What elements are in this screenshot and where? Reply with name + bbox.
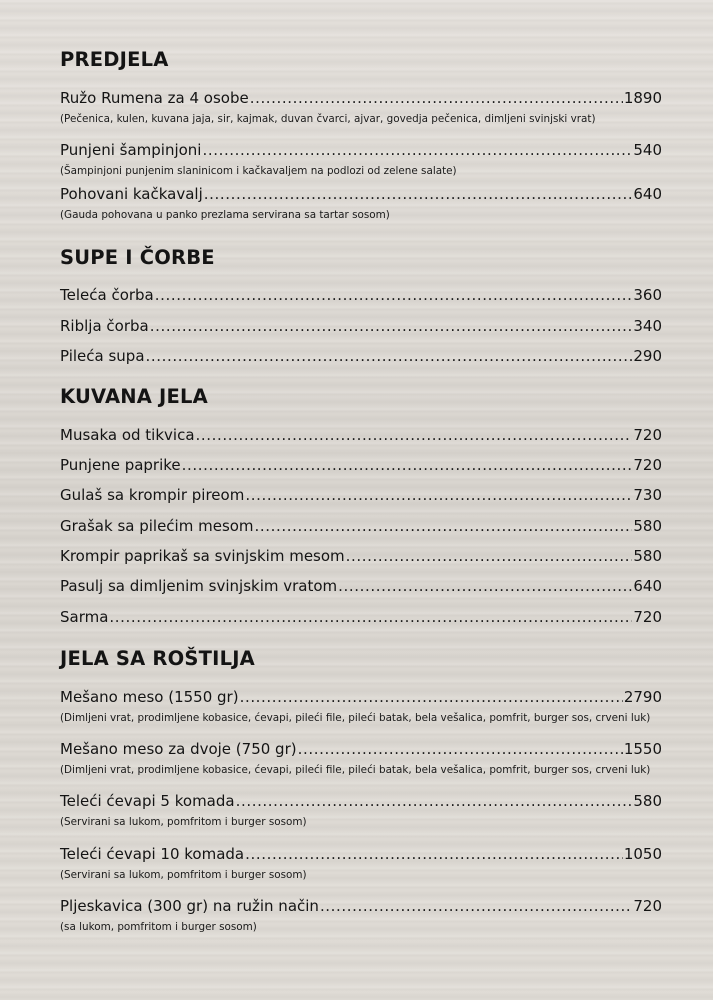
dot-leader <box>109 608 632 626</box>
item-name: Sarma <box>60 608 109 626</box>
item-name: Teleći ćevapi 5 komada <box>60 792 235 810</box>
item-name: Pasulj sa dimljenim svinjskim vratom <box>60 577 338 595</box>
item-price: 360 <box>633 286 662 304</box>
menu-item <box>60 89 662 126</box>
item-description: (Gauda pohovana u panko prezlama servirana sa tartar sosom) <box>60 209 390 221</box>
menu-item <box>60 456 662 474</box>
menu-item <box>60 517 662 535</box>
item-price: 1550 <box>623 740 662 758</box>
item-price: 640 <box>633 185 662 203</box>
menu-item <box>60 688 662 725</box>
item-name: Riblja čorba <box>60 317 149 335</box>
item-name: Pohovani kačkavalj <box>60 185 203 203</box>
item-price: 580 <box>633 792 662 810</box>
item-name: Ružo Rumena za 4 osobe <box>60 89 249 107</box>
item-description: (sa lukom, pomfritom i burger sosom) <box>60 921 257 933</box>
item-name: Gulaš sa krompir pireom <box>60 486 245 504</box>
item-price: 720 <box>633 608 662 626</box>
menu-item <box>60 286 662 304</box>
item-name: Punjeni šampinjoni <box>60 141 202 159</box>
item-price: 290 <box>633 347 662 365</box>
item-price: 580 <box>633 547 662 565</box>
menu-item <box>60 792 662 829</box>
item-name: Mešano meso (1550 gr) <box>60 688 239 706</box>
item-description: (Pečenica, kulen, kuvana jaja, sir, kajmak, duvan čvarci, ajvar, govedja pečenica, dimljeni svinjski vrat) <box>60 113 596 125</box>
dot-leader <box>182 456 633 474</box>
item-name: Grašak sa pilećim mesom <box>60 517 254 535</box>
section-kuvana-jela <box>60 385 662 409</box>
item-price: 720 <box>633 426 662 444</box>
item-name: Krompir paprikaš sa svinjskim mesom <box>60 547 345 565</box>
dot-leader <box>146 347 633 365</box>
item-name: Punjene paprike <box>60 456 181 474</box>
dot-leader <box>298 740 623 758</box>
item-description: (Servirani sa lukom, pomfritom i burger sosom) <box>60 816 307 828</box>
item-name: Pljeskavica (300 gr) na ružin način <box>60 897 319 915</box>
section-title: SUPE I ČORBE <box>60 246 215 269</box>
dot-leader <box>150 317 633 335</box>
dot-leader <box>346 547 633 565</box>
menu-item <box>60 141 662 178</box>
item-price: 2790 <box>623 688 662 706</box>
item-price: 340 <box>633 317 662 335</box>
section-title: KUVANA JELA <box>60 385 208 408</box>
menu-item <box>60 547 662 565</box>
item-description: (Servirani sa lukom, pomfritom i burger sosom) <box>60 869 307 881</box>
dot-leader <box>240 688 623 706</box>
dot-leader <box>250 89 623 107</box>
item-description: (Šampinjoni punjenim slaninicom i kačkavaljem na podlozi od zelene salate) <box>60 165 457 177</box>
item-price: 540 <box>633 141 662 159</box>
item-price: 580 <box>633 517 662 535</box>
section-predjela <box>60 48 662 72</box>
dot-leader <box>245 486 632 504</box>
item-name: Teleća čorba <box>60 286 154 304</box>
item-name: Musaka od tikvica <box>60 426 195 444</box>
item-price: 1890 <box>623 89 662 107</box>
item-price: 1050 <box>623 845 662 863</box>
menu-item <box>60 740 662 777</box>
dot-leader <box>320 897 632 915</box>
item-price: 640 <box>633 577 662 595</box>
menu-item <box>60 317 662 335</box>
menu-item <box>60 486 662 504</box>
section-title: PREDJELA <box>60 48 169 71</box>
dot-leader <box>196 426 633 444</box>
menu-item <box>60 347 662 365</box>
section-jela-sa-rostilja <box>60 647 662 671</box>
menu-item <box>60 897 662 934</box>
item-price: 720 <box>633 897 662 915</box>
item-name: Mešano meso za dvoje (750 gr) <box>60 740 297 758</box>
menu-item <box>60 577 662 595</box>
dot-leader <box>338 577 632 595</box>
menu-item <box>60 185 662 222</box>
dot-leader <box>202 141 632 159</box>
dot-leader <box>155 286 633 304</box>
section-supe-i-corbe <box>60 246 662 270</box>
item-price: 730 <box>633 486 662 504</box>
menu-item <box>60 845 662 882</box>
dot-leader <box>245 845 623 863</box>
dot-leader <box>255 517 633 535</box>
dot-leader <box>204 185 633 203</box>
dot-leader <box>236 792 633 810</box>
item-price: 720 <box>633 456 662 474</box>
menu-item <box>60 608 662 626</box>
menu-item <box>60 426 662 444</box>
section-title: JELA SA ROŠTILJA <box>60 647 255 670</box>
item-name: Pileća supa <box>60 347 145 365</box>
item-name: Teleći ćevapi 10 komada <box>60 845 245 863</box>
item-description: (Dimljeni vrat, prodimljene kobasice, ćevapi, pileći file, pileći batak, bela vešalica, pomfrit, burger sos, crveni luk) <box>60 764 651 776</box>
item-description: (Dimljeni vrat, prodimljene kobasice, ćevapi, pileći file, pileći batak, bela vešalica, pomfrit, burger sos, crveni luk) <box>60 712 651 724</box>
